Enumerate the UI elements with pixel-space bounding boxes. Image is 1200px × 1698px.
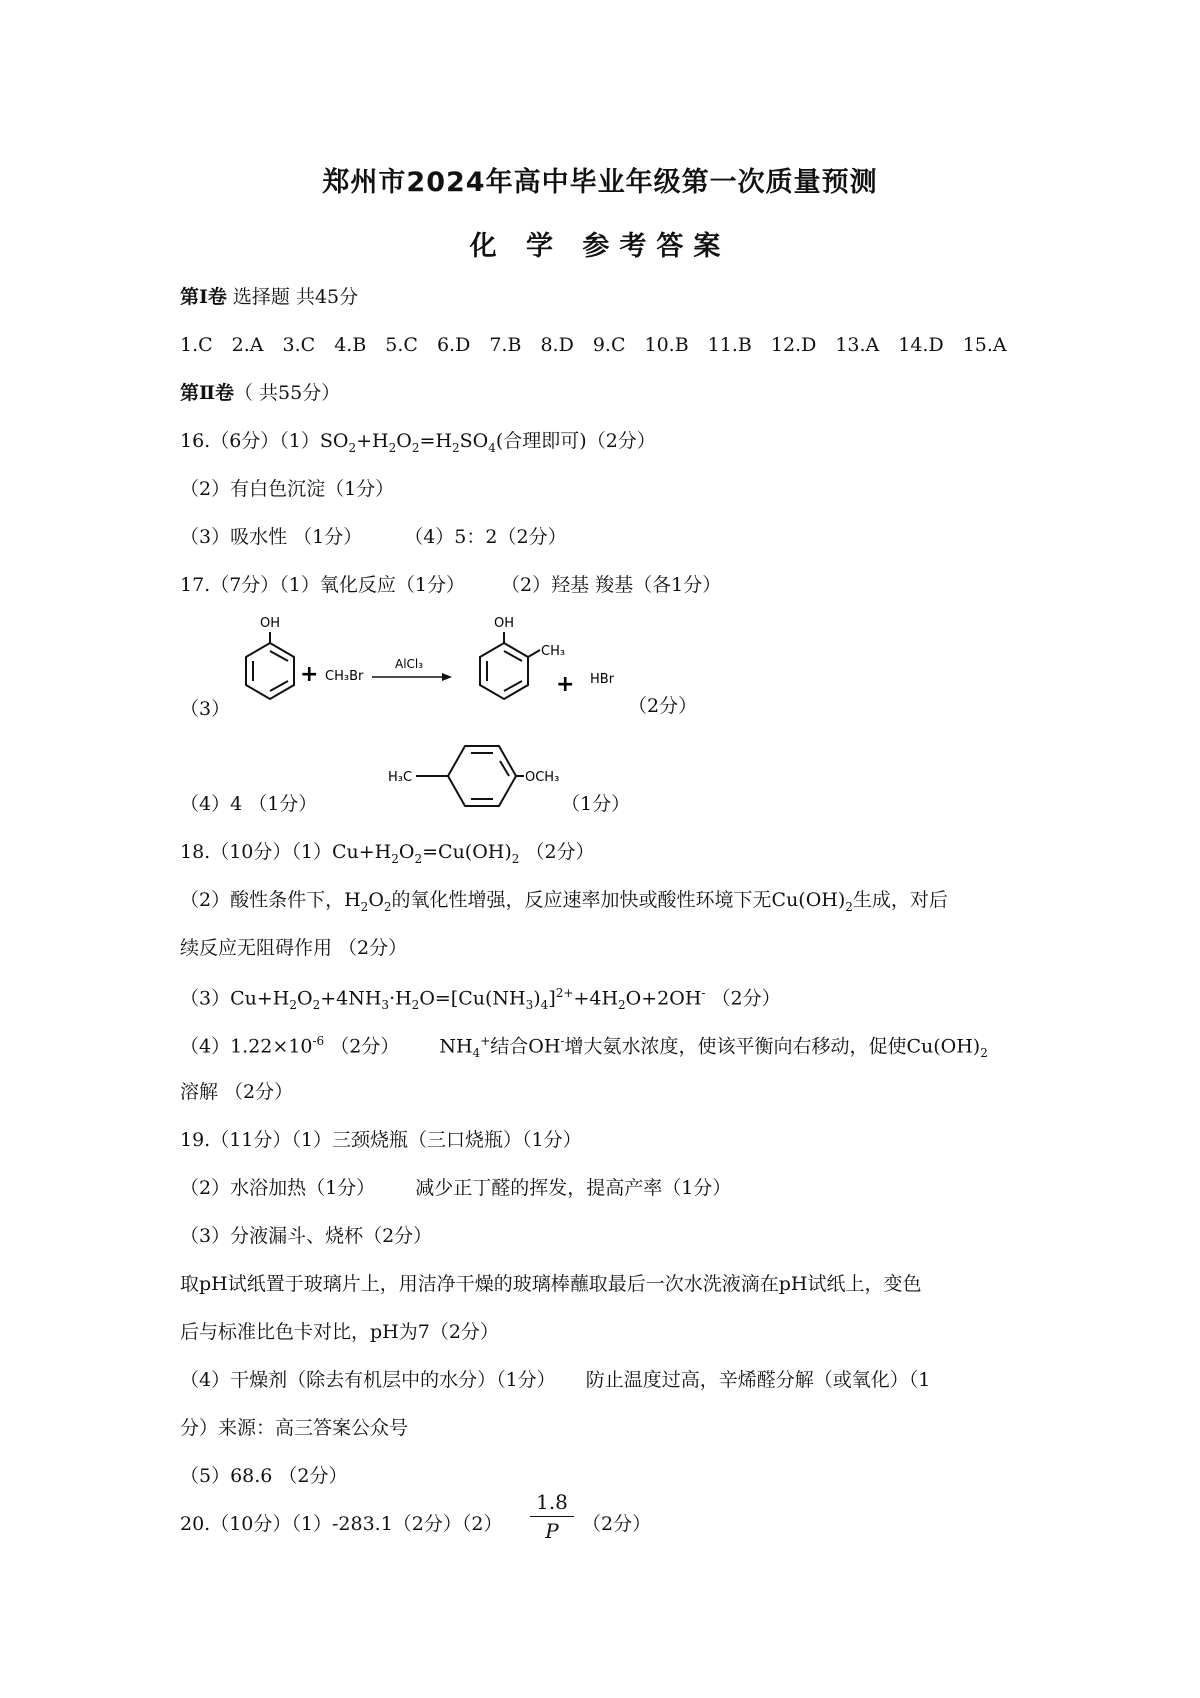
text-seg: ) [533, 987, 541, 1010]
subscript: 4 [488, 440, 496, 455]
subscript: 3 [525, 998, 534, 1013]
product-ch3-label: CH₃ [541, 644, 566, 659]
q18-line-6: 溶解 （2分） [180, 1081, 294, 1103]
q17-part1: 17.（7分）（1）氧化反应（1分） [180, 574, 465, 596]
part1-heading-text: 选择题 共45分 [226, 286, 359, 308]
subscript: 2 [845, 899, 853, 914]
q19-line-3: （3）分液漏斗、烧杯（2分） [180, 1225, 433, 1247]
text-seg: （2分） [705, 987, 781, 1010]
plus-sign-2: + [556, 672, 575, 697]
answer-item: 15.A [962, 334, 1007, 356]
q19-line-8: （5）68.6 （2分） [180, 1465, 348, 1487]
q19-line-5: 后与标准比色卡对比，pH为7（2分） [180, 1321, 499, 1343]
superscript: 2+ [555, 986, 574, 1000]
text-seg: O [398, 841, 415, 863]
q19-line-6 [180, 1371, 930, 1390]
q17-part4-score: （1分） [561, 793, 631, 815]
subscript: 2 [618, 998, 626, 1013]
page-title: 郑州市2024年高中毕业年级第一次质量预测 [322, 167, 878, 198]
text-seg: ] [548, 987, 556, 1010]
text-seg: （3）Cu+H [180, 987, 290, 1010]
q18-line-3: 续反应无阻碍作用 （2分） [180, 937, 408, 959]
hbr-label: HBr [590, 672, 615, 687]
q19-part2b: 减少正丁醛的挥发，提高产率（1分） [415, 1177, 732, 1199]
answer-item: 6.D [436, 334, 471, 356]
answer-item: 14.D [898, 334, 944, 356]
subscript: 2 [289, 998, 297, 1013]
answer-item: 1.C [180, 334, 213, 356]
catalyst-label: AlCl₃ [395, 657, 424, 671]
text-seg: 18.（10分）（1）Cu+H [180, 841, 392, 863]
subscript: 2 [411, 440, 420, 455]
part2-heading-label: 第Ⅱ卷 [180, 382, 235, 404]
text-seg: ·H [389, 987, 412, 1010]
q19-line-2 [180, 1179, 731, 1198]
fraction [530, 1490, 574, 1543]
text-seg: 结合OH [490, 1035, 561, 1058]
q18-line-4 [180, 987, 781, 1011]
superscript: - [701, 986, 706, 1000]
answer-item: 7.B [489, 334, 522, 356]
methoxy-group-label: OCH₃ [525, 770, 560, 785]
superscript: - [560, 1034, 565, 1048]
text-seg: O [396, 430, 412, 452]
text-seg: =Cu(OH) [422, 841, 512, 863]
plus-sign: + [300, 662, 319, 687]
phenol-structure [246, 632, 294, 699]
text-seg: O [368, 889, 384, 911]
text-seg: 的氧化性增强，反应速率加快或酸性环境下无Cu(OH) [391, 889, 846, 911]
o-cresol-structure [480, 632, 540, 699]
subscript: 2 [360, 899, 369, 914]
q19-line-7: 分）来源：高三答案公众号 [180, 1417, 409, 1439]
text-seg: O [297, 987, 313, 1010]
phenol-oh-label: OH [260, 616, 281, 631]
text-seg: +4NH [320, 987, 382, 1010]
fraction-numerator: 1.8 [530, 1490, 574, 1517]
q19-part4a: （4）干燥剂（除去有机层中的水分）（1分） [180, 1369, 556, 1391]
text-seg: 16.（6分）（1）SO [180, 430, 349, 452]
q16-line-2: （2）有白色沉淀（1分） [180, 478, 395, 500]
subscript: 2 [411, 998, 420, 1013]
text-seg: （2）酸性条件下，H [180, 889, 361, 911]
part2-heading-text: （ 共55分） [234, 382, 341, 404]
part1-heading-label: 第Ⅰ卷 [180, 286, 227, 308]
answer-item: 11.B [707, 334, 752, 356]
text-seg: （2分） [519, 841, 595, 863]
text-seg: （2分） [324, 1035, 400, 1058]
q19-line-1: 19.（11分）（1）三颈烧瓶（三口烧瓶）（1分） [180, 1129, 582, 1151]
text-seg: (合理即可)（2分） [495, 430, 656, 452]
answer-item: 12.D [770, 334, 817, 356]
subscript: 4 [540, 998, 549, 1013]
reaction-arrow [372, 673, 452, 681]
q17-part4: （4）4 （1分） [180, 793, 318, 815]
answer-item: 4.B [334, 334, 367, 356]
subscript: 2 [980, 1046, 988, 1061]
q16-part4: （4）5：2（2分） [404, 526, 567, 548]
text-seg: O=[Cu(NH [419, 987, 526, 1010]
q18-line-1 [180, 843, 595, 865]
q17-part3-score: （2分） [628, 695, 698, 717]
q18-line-2 [180, 891, 948, 913]
subscript: 2 [511, 851, 520, 866]
superscript: + [480, 1034, 491, 1048]
subscript: 2 [391, 851, 399, 866]
answer-item: 2.A [231, 334, 264, 356]
methyl-group-label: H₃C [388, 770, 413, 785]
text-seg: +4H [573, 987, 619, 1010]
methylanisole-structure [416, 746, 524, 806]
subscript: 2 [312, 998, 321, 1013]
subscript: 2 [414, 851, 423, 866]
superscript: -6 [312, 1034, 325, 1048]
subscript: 2 [348, 440, 357, 455]
subscript: 3 [381, 998, 390, 1013]
q19-line-4: 取pH试纸置于玻璃片上，用洁净干燥的玻璃棒蘸取最后一次水洗液滴在pH试纸上，变色 [180, 1273, 922, 1295]
text-seg: NH [439, 1035, 473, 1058]
text-seg: （4）1.22×10 [180, 1035, 313, 1058]
answer-item: 8.D [540, 334, 574, 356]
q19-part2a: （2）水浴加热（1分） [180, 1177, 376, 1199]
q18-line-5 [180, 1035, 988, 1059]
answer-item: 3.C [282, 334, 316, 356]
answer-item: 13.A [835, 334, 880, 356]
text-seg: +H [356, 430, 389, 452]
q16-part3: （3）吸水性 （1分） [180, 526, 363, 548]
subscript: 4 [472, 1046, 481, 1061]
q20-score: （2分） [582, 1513, 652, 1535]
answer-item: 10.B [644, 334, 689, 356]
product-oh-label: OH [494, 616, 515, 631]
text-seg: =H [419, 430, 452, 452]
q20-line-1: 20.（10分）（1）-283.1（2分）（2） [180, 1513, 503, 1535]
page-subtitle: 化 学 参考答案 [469, 231, 731, 262]
reaction-scheme [0, 0, 1200, 840]
subscript: 2 [388, 440, 397, 455]
text-seg: 生成，对后 [852, 889, 948, 911]
subscript: 2 [383, 899, 392, 914]
subscript: 2 [452, 440, 460, 455]
q19-part4b: 防止温度过高，辛烯醛分解（或氧化）（1 [585, 1369, 931, 1391]
q17-part2: （2）羟基 羧基（各1分） [500, 574, 722, 596]
answer-item: 9.C [592, 334, 626, 356]
text-seg: SO [459, 430, 489, 452]
methyl-bromide-label: CH₃Br [325, 669, 364, 684]
fraction-denominator: P [545, 1519, 559, 1543]
answer-item: 5.C [385, 334, 418, 356]
text-seg: O+2OH [625, 987, 702, 1010]
text-seg: 增大氨水浓度，使该平衡向右移动，促使Cu(OH) [564, 1035, 981, 1058]
q17-part3-label: （3） [180, 698, 231, 720]
